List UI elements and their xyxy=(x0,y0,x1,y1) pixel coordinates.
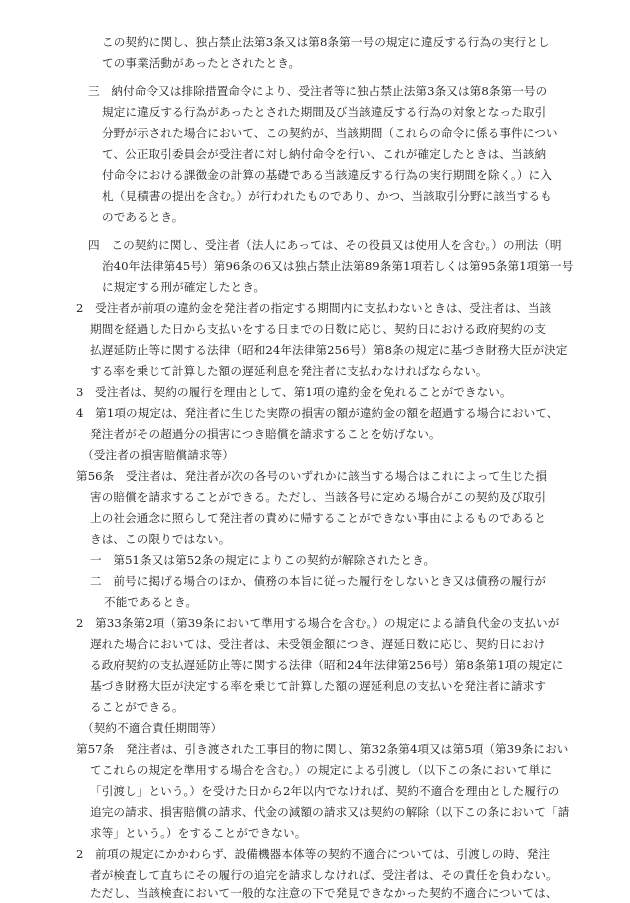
text-line: ただし、当該検査において一般的な注意の下で発見できなかった契約不適合については、 xyxy=(90,886,558,900)
text-line: 発注者がその超過分の損害につき賠償を請求することを妨げない。 xyxy=(90,427,441,441)
text-line: のであるとき。 xyxy=(102,210,184,224)
text-line: 基づき財務大臣が決定する率を乗じて計算した額の遅延利息の支払いを発注者に請求す xyxy=(90,679,547,693)
text-line: 一 第51条又は第52条の規定によりこの契約が解除されたとき。 xyxy=(90,553,436,567)
text-line: 2 前項の規定にかかわらず、設備機器本体等の契約不適合については、引渡しの時、発注 xyxy=(76,847,551,861)
text-line: 求等」という。）をすることができない。 xyxy=(90,826,307,840)
text-line: 付命令における課徴金の計算の基礎である当該違反する行為の実行期間を除く。）に入 xyxy=(102,168,553,182)
text-line: 治40年法律第45号）第96条の6又は独占禁止法第89条第1項若しくは第95条第1項第一号 xyxy=(102,259,574,273)
text-line: 2 第33条第2項（第39条において準用する場合を含む。）の規定による請負代金の支払いが xyxy=(76,616,560,630)
article-line: 第57条 発注者は、引き渡された工事目的物に関し、第32条第4項又は第5項（第39条におい xyxy=(76,742,569,756)
text-line: 「引渡し」という。）を受けた日から2年以内でなければ、契約不適合を理由とした履行の xyxy=(90,784,560,798)
text-line: 札（見積書の提出を含む。）が行われたものであり、かつ、当該取引分野に該当するも xyxy=(102,189,552,203)
text-line: 三 納付命令又は排除措置命令により、受注者等に独占禁止法第3条又は第8条第一号の xyxy=(88,84,548,98)
text-line: 3 受注者は、契約の履行を理由として、第1項の違約金を免れることができない。 xyxy=(76,385,512,399)
text-line: 払遅延防止等に関する法律（昭和24年法律第256号）第8条の規定に基づき財務大臣が決定 xyxy=(90,343,568,357)
text-line: 規定に違反する行為があったとされた期間及び当該違反する行為の対象となった取引 xyxy=(102,105,547,119)
text-line: する率を乗じて計算した額の遅延利息を発注者に支払わなければならない。 xyxy=(90,364,488,378)
text-line: 2 受注者が前項の違約金を発注者の指定する期間内に支払わないときは、受注者は、当該 xyxy=(76,301,552,315)
text-line: きは、この限りではない。 xyxy=(90,532,231,546)
section-heading: （受注者の損害賠償請求等） xyxy=(82,448,235,462)
article-line: 第56条 受注者は、発注者が次の各号のいずれかに該当する場合はこれによって生じた損 xyxy=(76,469,548,483)
text-line: 四 この契約に関し、受注者（法人にあっては、その役員又は使用人を含む。）の刑法（明 xyxy=(88,238,562,252)
text-line: 不能であるとき。 xyxy=(104,595,198,609)
text-line: 追完の請求、損害賠償の請求、代金の減額の請求又は契約の解除（以下この条において「請 xyxy=(90,805,570,819)
text-line: 4 第1項の規定は、発注者に生じた実際の損害の額が違約金の額を超過する場合において、 xyxy=(76,406,559,420)
text-line: 上の社会通念に照らして発注者の責めに帰することができない事由によるものであると xyxy=(90,511,547,525)
text-line: 害の賠償を請求することができる。ただし、当該各号に定める場合がこの契約及び取引 xyxy=(90,490,547,504)
text-line: 者が検査して直ちにその履行の追完を請求しなければ、受注者は、その責任を負わない。 xyxy=(90,868,558,882)
text-line: 二 前号に掲げる場合のほか、債務の本旨に従った履行をしないとき又は債務の履行が xyxy=(90,574,547,588)
text-line: に規定する刑が確定したとき。 xyxy=(102,280,266,294)
text-line: ることができる。 xyxy=(90,700,184,714)
text-line: 分野が示された場合において、この契約が、当該期間（これらの命令に係る事件につい xyxy=(102,126,558,140)
text-line: この契約に関し、独占禁止法第3条又は第8条第一号の規定に違反する行為の実行とし xyxy=(102,35,550,49)
section-heading: （契約不適合責任期間等） xyxy=(82,721,223,735)
text-line: 期間を経過した日から支払いをする日までの日数に応じ、契約日における政府契約の支 xyxy=(90,322,547,336)
text-line: てこれらの規定を準用する場合を含む。）の規定による引渡し（以下この条において単に xyxy=(90,763,552,777)
text-line: る政府契約の支払遅延防止等に関する法律（昭和24年法律第256号）第8条第1項の規定に xyxy=(90,658,564,672)
text-line: 遅れた場合においては、受注者は、未受領金額につき、遅延日数に応じ、契約日におけ xyxy=(90,637,546,651)
text-line: て、公正取引委員会が受注者に対し納付命令を行い、これが確定したときは、当該納 xyxy=(102,147,547,161)
text-line: ての事業活動があったとされたとき。 xyxy=(102,56,301,70)
